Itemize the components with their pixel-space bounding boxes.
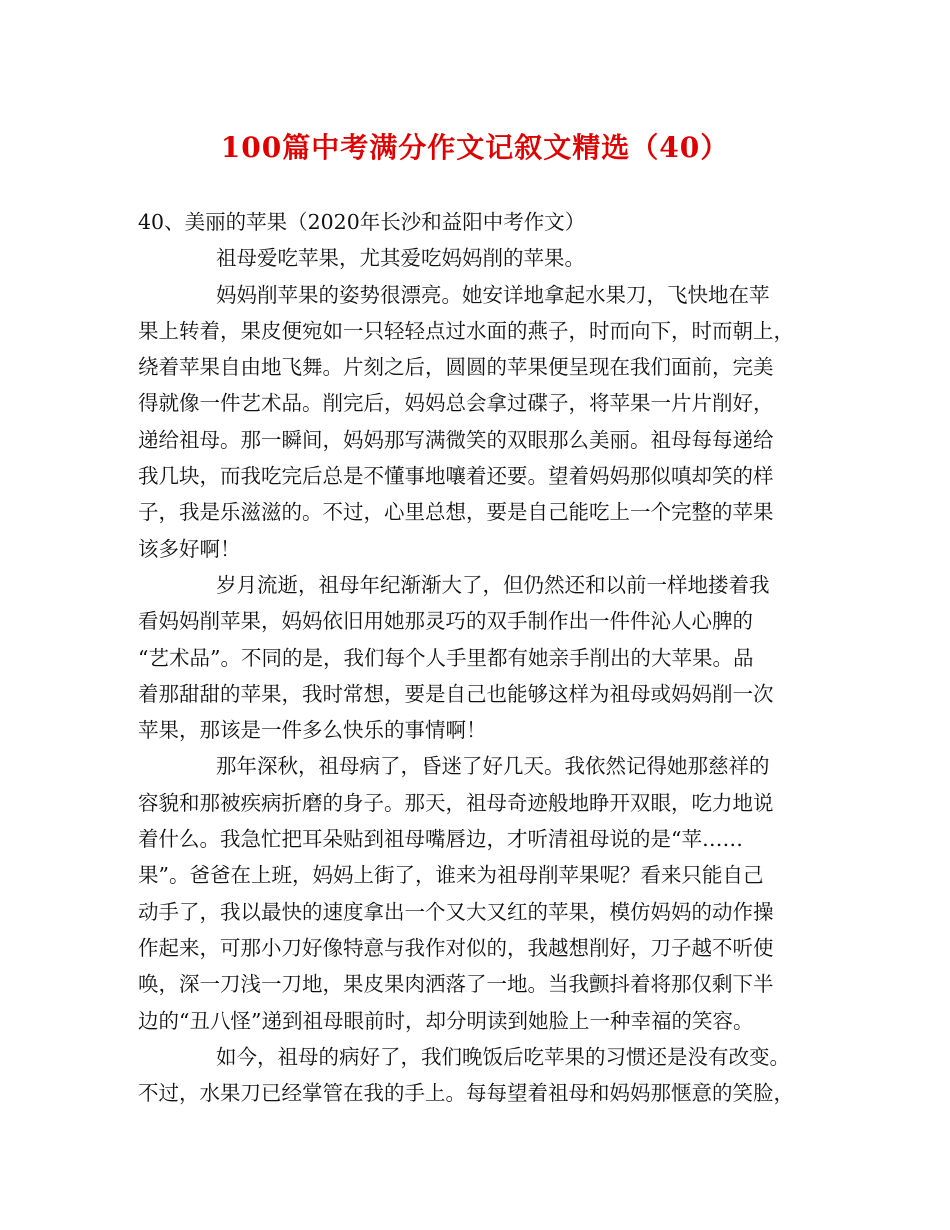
text-line: 岁月流逝，祖母年纪渐渐大了，但仍然还和以前一样地搂着我 [216, 572, 770, 597]
text-line: 唤，深一刀浅一刀地，果皮果肉洒落了一地。当我颤抖着将那仅剩下半 [138, 972, 774, 997]
text-line: 动手了，我以最快的速度拿出一个又大又红的苹果，模仿妈妈的动作操 [138, 899, 774, 924]
text-line: 作起来，可那小刀好像特意与我作对似的，我越想削好，刀子越不听使 [138, 935, 774, 960]
text-line: 那年深秋，祖母病了，昏迷了好几天。我依然记得她那慈祥的 [216, 754, 770, 779]
text-line: 着什么。我急忙把耳朵贴到祖母嘴唇边，才听清祖母说的是“苹…… [138, 827, 743, 852]
text-line: 递给祖母。那一瞬间，妈妈那写满微笑的双眼那么美丽。祖母每每递给 [138, 427, 774, 452]
text-line: 容貌和那被疾病折磨的身子。那天，祖母奇迹般地睁开双眼，吃力地说 [138, 790, 774, 815]
text-line: 该多好啊！ [138, 536, 241, 561]
text-line: 得就像一件艺术品。削完后，妈妈总会拿过碟子，将苹果一片片削好， [138, 391, 774, 416]
document-body [138, 204, 828, 1111]
text-line: 祖母爱吃苹果，尤其爱吃妈妈削的苹果。 [216, 246, 585, 271]
text-line: 子，我是乐滋滋的。不过，心里总想，要是自己能吃上一个完整的苹果 [138, 500, 774, 525]
text-line: 40、美丽的苹果（2020年长沙和益阳中考作文） [138, 210, 586, 234]
text-line: 如今，祖母的病好了，我们晚饭后吃苹果的习惯还是没有改变。 [216, 1044, 790, 1069]
text-line: 我几块，而我吃完后总是不懂事地嚷着还要。望着妈妈那似嗔却笑的样 [138, 464, 774, 489]
text-line: 不过，水果刀已经掌管在我的手上。每每望着祖母和妈妈那惬意的笑脸， [138, 1081, 794, 1106]
text-line: 妈妈削苹果的姿势很漂亮。她安详地拿起水果刀，飞快地在苹 [216, 282, 770, 307]
text-line: 果上转着，果皮便宛如一只轻轻点过水面的燕子，时而向下，时而朝上， [138, 318, 794, 343]
document-title: 100篇中考满分作文记叙文精选（40） [220, 131, 730, 164]
text-line: 边的“丑八怪”递到祖母眼前时，却分明读到她脸上一种幸福的笑容。 [138, 1008, 754, 1033]
text-line: 苹果，那该是一件多么快乐的事情啊！ [138, 718, 487, 743]
text-line: 着那甜甜的苹果，我时常想，要是自己也能够这样为祖母或妈妈削一次 [138, 681, 774, 706]
text-line: “艺术品”。不同的是，我们每个人手里都有她亲手削出的大苹果。品 [138, 645, 754, 670]
text-line: 果”。爸爸在上班，妈妈上街了，谁来为祖母削苹果呢？看来只能自己 [138, 863, 764, 888]
text-line: 绕着苹果自由地飞舞。片刻之后，圆圆的苹果便呈现在我们面前，完美 [138, 355, 774, 380]
text-line: 看妈妈削苹果，妈妈依旧用她那灵巧的双手制作出一件件沁人心脾的 [138, 609, 753, 634]
